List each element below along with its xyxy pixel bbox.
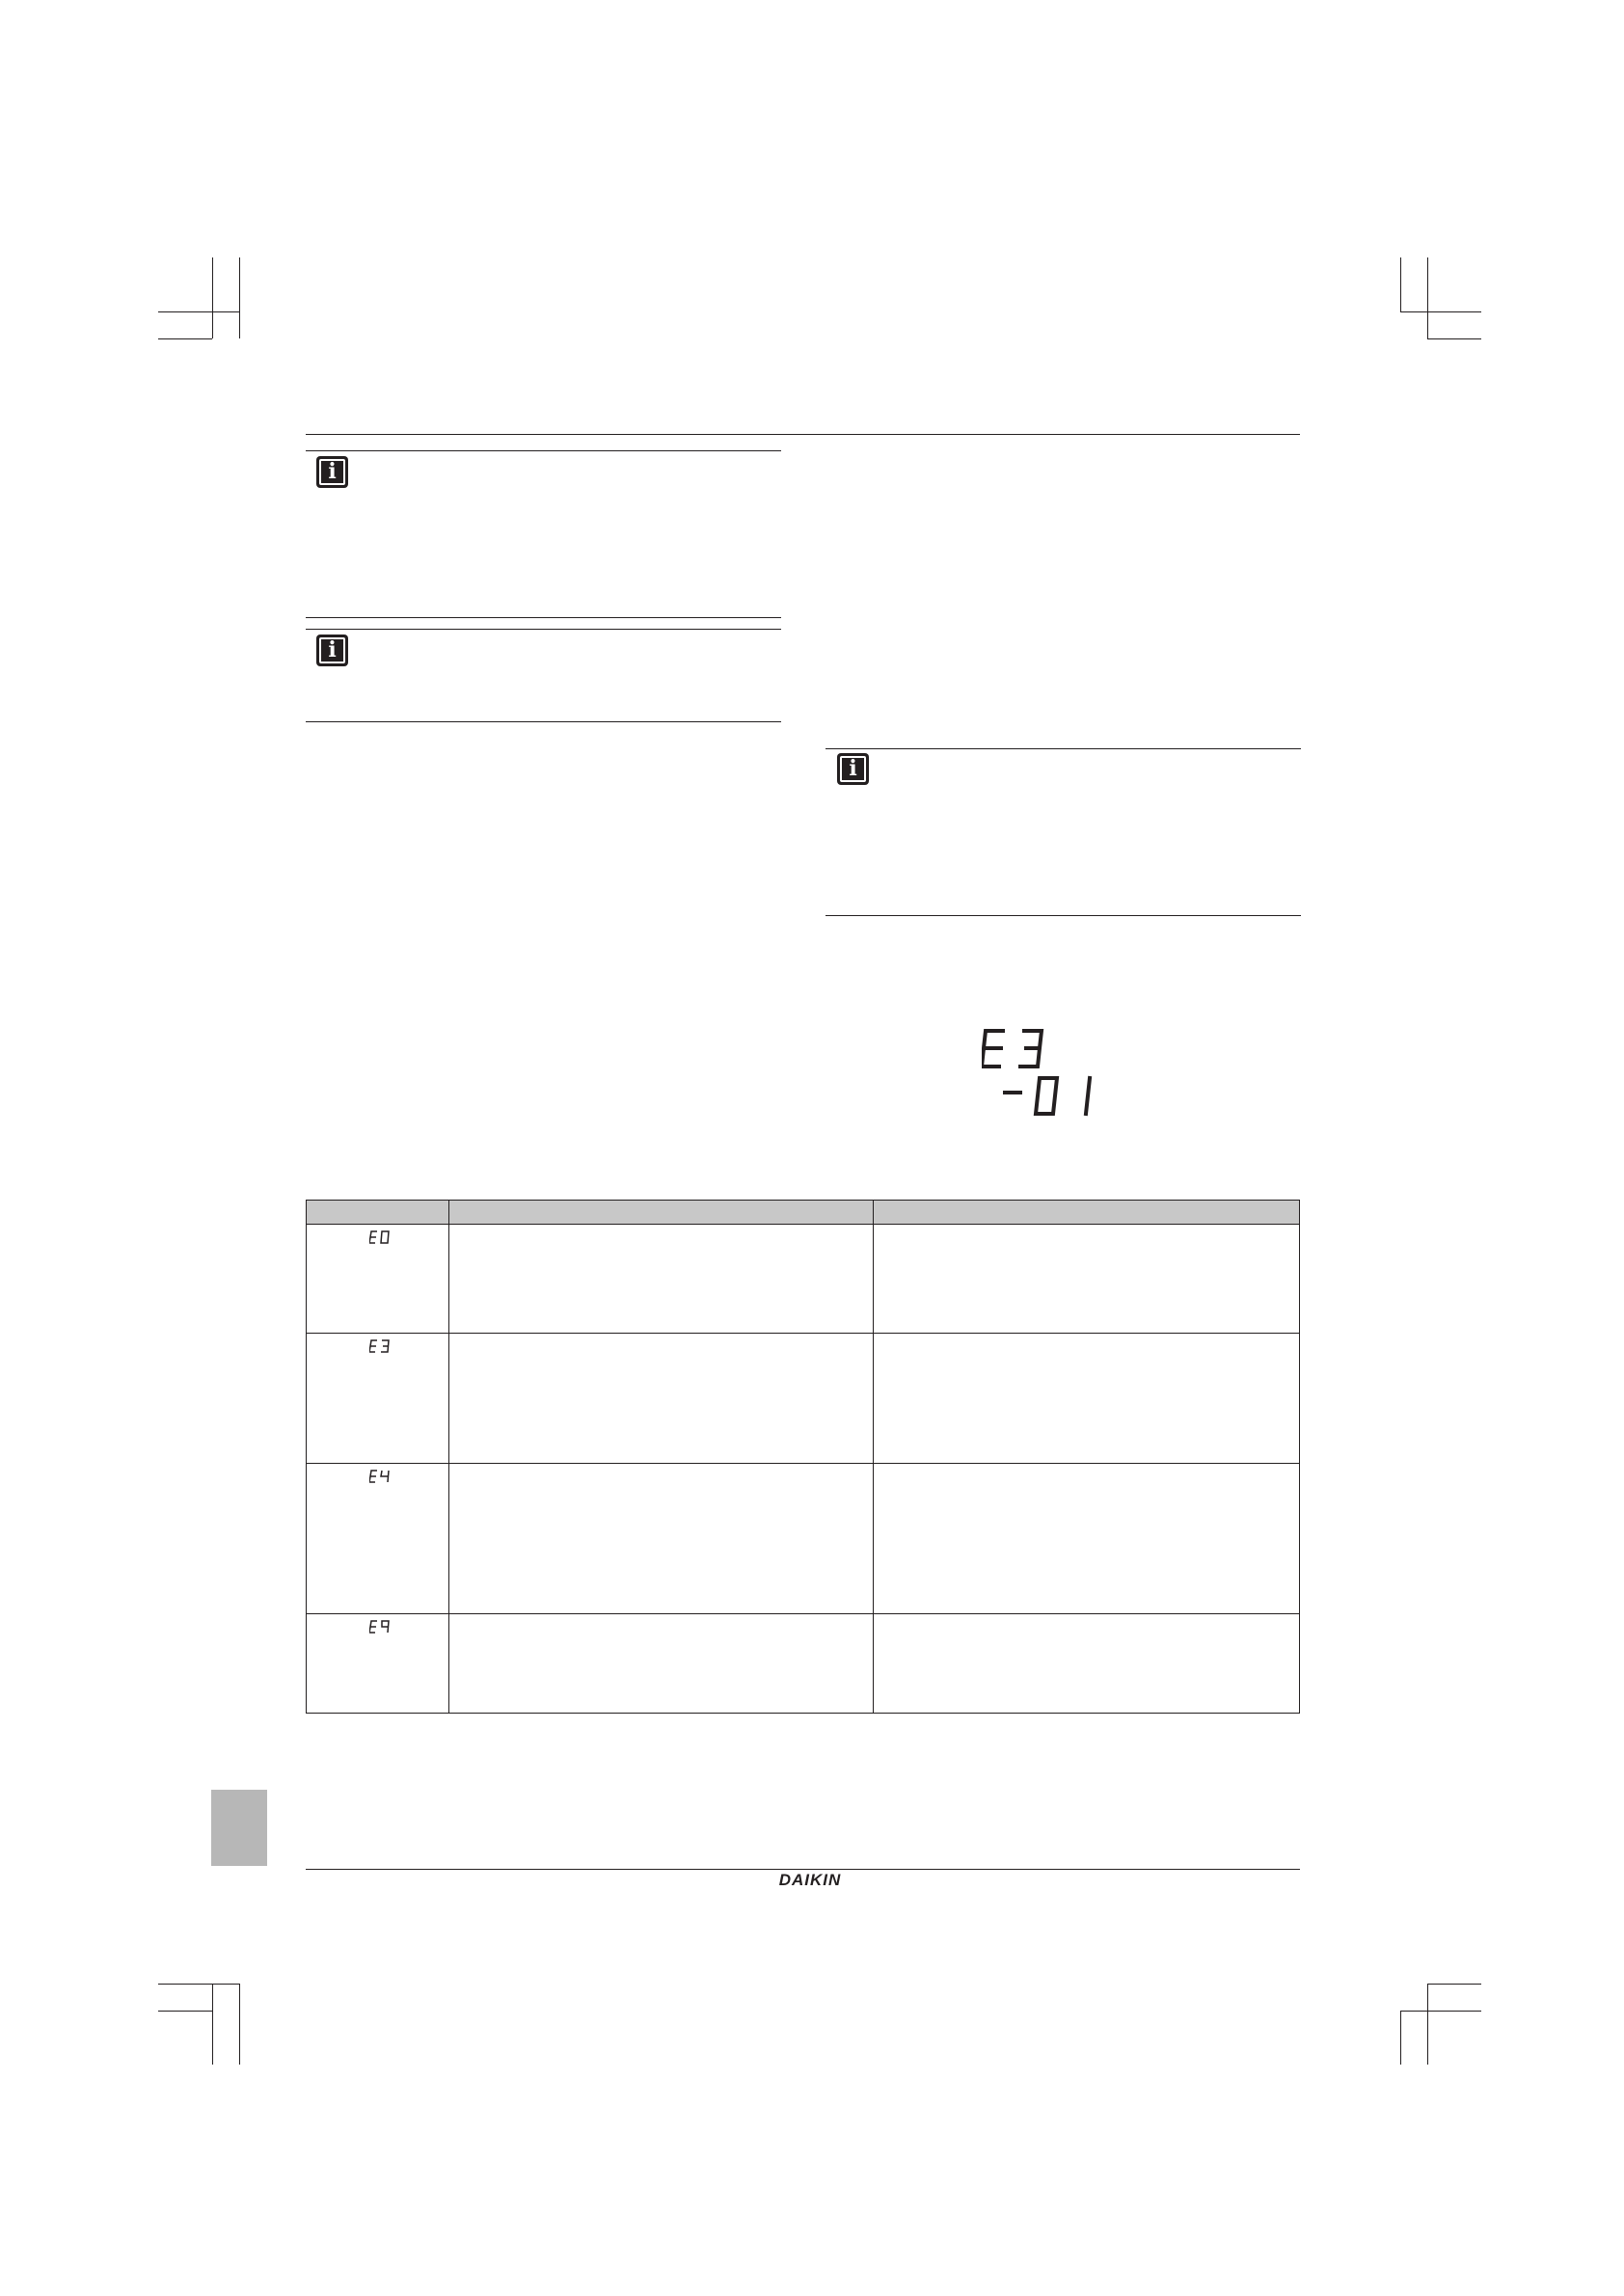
table-row	[307, 1614, 1300, 1714]
crop-mark	[212, 257, 213, 338]
error-code-cell	[307, 1614, 449, 1714]
segment-code-e3	[369, 1339, 391, 1353]
crop-mark	[239, 1984, 240, 2065]
crop-mark	[212, 1984, 213, 2065]
crop-mark	[1427, 1984, 1481, 1985]
segment-code-e4	[369, 1470, 391, 1483]
remedy-cell	[874, 1614, 1300, 1714]
crop-mark	[158, 311, 239, 312]
footer-rule	[306, 1869, 1300, 1870]
column-header-code	[307, 1201, 449, 1225]
info-icon: i	[316, 456, 348, 488]
description-cell	[449, 1464, 874, 1614]
note-bottom-rule	[306, 721, 781, 722]
crop-mark	[1427, 338, 1481, 339]
info-icon: i	[316, 635, 348, 666]
segment-code-e0	[369, 1230, 391, 1244]
note-bottom-rule	[826, 915, 1301, 916]
crop-mark	[239, 257, 240, 338]
note-top-rule	[306, 629, 781, 630]
table-row	[307, 1334, 1300, 1464]
table-header-row	[307, 1201, 1300, 1225]
segment-code-e9	[369, 1620, 391, 1634]
error-code-table	[306, 1200, 1300, 1714]
crop-mark	[158, 338, 212, 339]
remedy-cell	[874, 1225, 1300, 1334]
crop-mark	[1400, 311, 1481, 312]
table-row	[307, 1464, 1300, 1614]
description-cell	[449, 1334, 874, 1464]
description-cell	[449, 1614, 874, 1714]
description-cell	[449, 1225, 874, 1334]
header-rule	[306, 434, 1300, 435]
crop-mark	[1427, 1984, 1428, 2065]
error-code-cell	[307, 1225, 449, 1334]
note-top-rule	[826, 748, 1301, 749]
daikin-logo: DAIKIN	[778, 1871, 842, 1889]
info-icon: i	[837, 753, 869, 785]
note-bottom-rule	[306, 617, 781, 618]
remedy-cell	[874, 1464, 1300, 1614]
column-header-remedy	[874, 1201, 1300, 1225]
crop-mark	[1400, 2011, 1481, 2012]
crop-mark	[1427, 257, 1428, 338]
crop-mark	[158, 1984, 239, 1985]
table-row	[307, 1225, 1300, 1334]
error-code-cell	[307, 1334, 449, 1464]
error-code-cell	[307, 1464, 449, 1614]
crop-mark	[158, 2011, 212, 2012]
note-top-rule	[306, 450, 781, 451]
display-error-code	[982, 1028, 1059, 1070]
chapter-side-tab	[211, 1790, 267, 1866]
crop-mark	[1400, 257, 1401, 312]
column-header-description	[449, 1201, 874, 1225]
display-sub-code	[1003, 1075, 1099, 1118]
crop-mark	[1400, 2011, 1401, 2065]
remedy-cell	[874, 1334, 1300, 1464]
